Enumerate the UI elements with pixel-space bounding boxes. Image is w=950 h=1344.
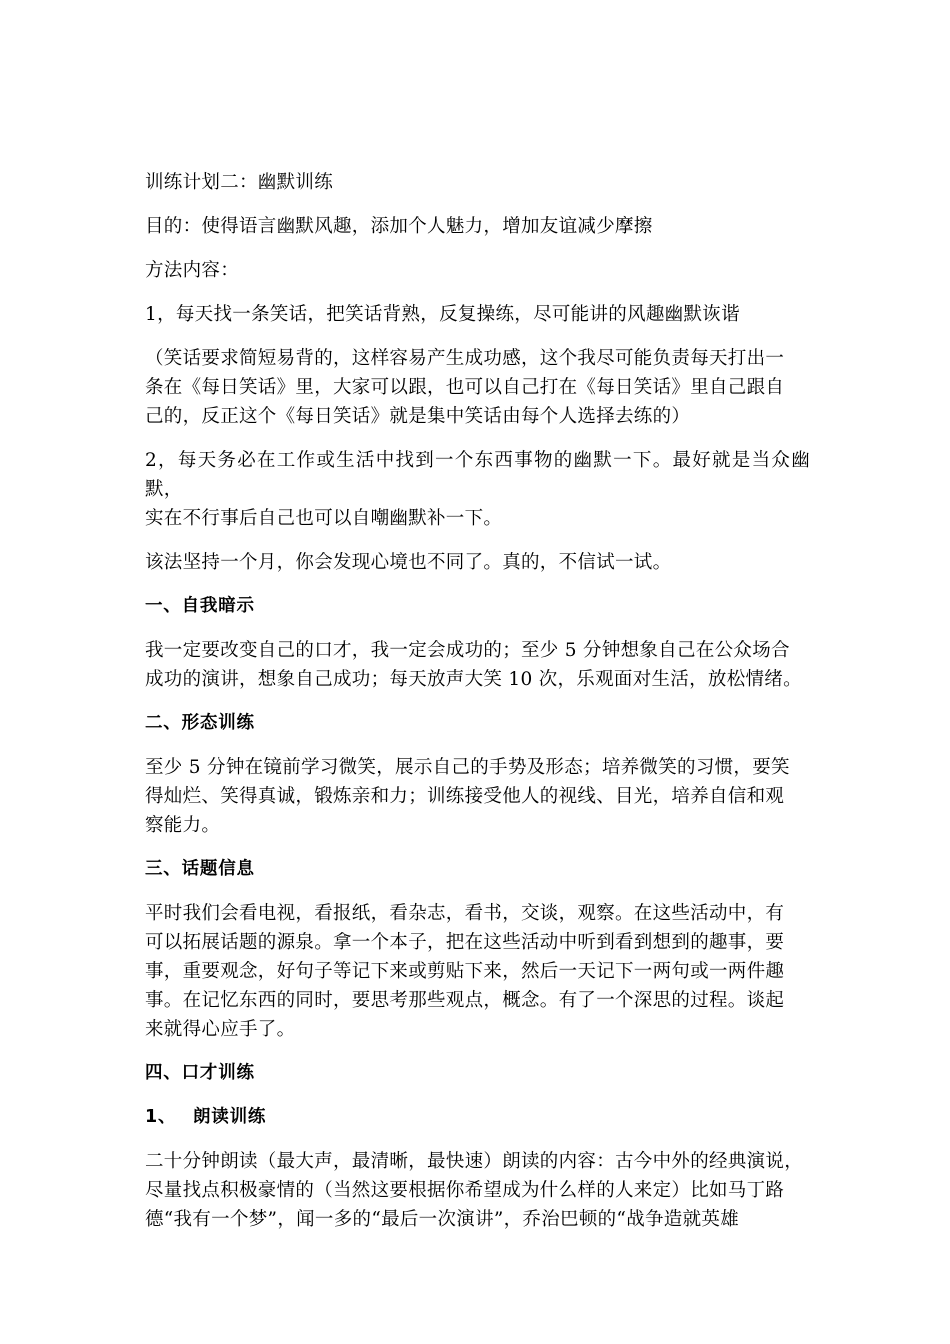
paragraph-line: 来就得心应手了。	[145, 1019, 296, 1040]
paragraph-line: 事。在记忆东西的同时，要思考那些观点，概念。有了一个深思的过程。谈起	[145, 990, 785, 1011]
paragraph-line: 得灿烂、笑得真诚，锻炼亲和力；训练接受他人的视线、目光，培养自信和观	[145, 786, 785, 807]
paragraph-line: （笑话要求简短易背的，这样容易产生成功感，这个我尽可能负责每天打出一	[145, 348, 785, 369]
paragraph-line: 该法坚持一个月，你会发现心境也不同了。真的，不信试一试。	[145, 552, 672, 573]
paragraph	[145, 753, 810, 840]
subsection-number: 1、	[145, 1107, 177, 1127]
paragraph-line: 条在《每日笑话》里，大家可以跟，也可以自己打在《每日笑话》里自己跟自	[145, 377, 785, 398]
section-heading-text: 二、形态训练	[145, 713, 255, 733]
paragraph-line: 2，每天务必在工作或生活中找到一个东西事物的幽默一下。最好就是当众幽默，	[145, 450, 810, 500]
paragraph-line: 察能力。	[145, 815, 221, 836]
paragraph-line: 实在不行事后自己也可以自嘲幽默补一下。	[145, 508, 503, 529]
paragraph	[145, 256, 810, 285]
paragraph-line: 二十分钟朗读（最大声，最清晰，最快速）朗读的内容：古今中外的经典演说，	[145, 1151, 804, 1172]
section-heading	[145, 855, 810, 884]
section-heading	[145, 592, 810, 621]
paragraph	[145, 212, 810, 241]
paragraph-line: 德“我有一个梦”，闻一多的“最后一次演讲”，乔治巴顿的“战争造就英雄	[145, 1209, 739, 1230]
paragraph-line: 尽量找点积极豪情的（当然这要根据你希望成为什么样的人来定）比如马丁路	[145, 1180, 785, 1201]
subsection-heading	[145, 1103, 810, 1132]
paragraph-line: 可以拓展话题的源泉。拿一个本子，把在这些活动中听到看到想到的趣事，要	[145, 932, 785, 953]
section-heading	[145, 1059, 810, 1088]
subsection-title: 朗读训练	[193, 1107, 267, 1127]
paragraph	[145, 446, 810, 533]
section-heading-text: 四、口才训练	[145, 1063, 255, 1083]
section-heading	[145, 709, 810, 738]
section-heading-text: 一、自我暗示	[145, 596, 255, 616]
paragraph	[145, 636, 810, 694]
paragraph-line: 1，每天找一条笑话，把笑话背熟，反复操练，尽可能讲的风趣幽默诙谐	[145, 304, 740, 325]
paragraph	[145, 344, 810, 431]
paragraph-line: 我一定要改变自己的口才，我一定会成功的；至少 5 分钟想象自己在公众场合	[145, 640, 790, 661]
paragraph-line: 至少 5 分钟在镜前学习微笑，展示自己的手势及形态；培养微笑的习惯，要笑	[145, 757, 790, 778]
document-page	[145, 168, 810, 1249]
paragraph-line: 训练计划二：幽默训练	[145, 172, 334, 193]
paragraph	[145, 300, 810, 329]
paragraph	[145, 1147, 810, 1234]
paragraph	[145, 548, 810, 577]
paragraph	[145, 168, 810, 197]
paragraph-line: 己的，反正这个《每日笑话》就是集中笑话由每个人选择去练的）	[145, 406, 691, 427]
paragraph-line: 目的：使得语言幽默风趣，添加个人魅力，增加友谊减少摩擦	[145, 216, 653, 237]
paragraph-line: 成功的演讲，想象自己成功；每天放声大笑 10 次，乐观面对生活，放松情绪。	[145, 669, 802, 690]
paragraph	[145, 899, 810, 1044]
paragraph-line: 方法内容：	[145, 260, 240, 281]
paragraph-line: 事，重要观念，好句子等记下来或剪贴下来，然后一天记下一两句或一两件趣	[145, 961, 785, 982]
section-heading-text: 三、话题信息	[145, 859, 255, 879]
paragraph-line: 平时我们会看电视，看报纸，看杂志，看书，交谈，观察。在这些活动中，有	[145, 903, 785, 924]
